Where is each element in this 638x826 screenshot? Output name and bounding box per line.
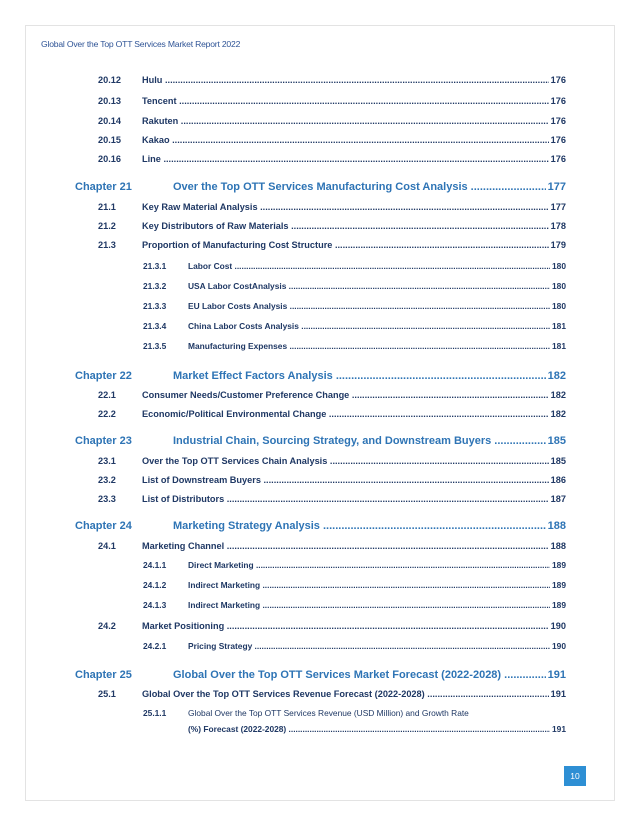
toc-entry-title-line2: (%) Forecast (2022-2028) ..... [188,724,550,734]
toc-chapter-title: Marketing Strategy Analysis ..... [173,520,546,532]
toc-entry-number: 24.1 [98,541,116,551]
toc-entry-title: Key Raw Material Analysis ..... [142,202,549,212]
toc-entry-title: EU Labor Costs Analysis ..... [188,301,550,311]
toc-entry-21-3-1[interactable] [143,261,566,271]
toc-entry-24-2-1[interactable] [143,641,566,651]
toc-entry-number: 20.15 [98,135,121,145]
toc-entry-title: Over the Top OTT Services Chain Analysis ..... [142,456,549,466]
toc-chapter-21[interactable] [75,181,566,193]
toc-entry-page: 191 [552,724,566,734]
toc-chapter-page: 182 [547,370,566,382]
toc-chapter-23[interactable] [75,435,566,447]
toc-chapter-page: 191 [547,669,566,681]
toc-entry-title: Economic/Political Environmental Change ..... [142,409,549,419]
toc-entry-title: Pricing Strategy ..... [188,641,550,651]
toc-entry-20-13[interactable] [98,96,566,106]
toc-entry-24-2[interactable] [98,621,566,631]
toc-entry-page: 185 [550,456,566,466]
toc-entry-24-1-2[interactable] [143,580,566,590]
toc-chapter-number: Chapter 24 [75,520,132,532]
toc-entry-page: 180 [552,261,566,271]
toc-chapter-page: 185 [547,435,566,447]
toc-entry-number: 21.1 [98,202,116,212]
toc-entry-title: Kakao ..... [142,135,549,145]
toc-entry-title: Labor Cost ..... [188,261,550,271]
toc-chapter-title: Over the Top OTT Services Manufacturing Cost Analysis ..... [173,181,546,193]
toc-entry-title: China Labor Costs Analysis ..... [188,321,550,331]
toc-entry-page: 177 [550,202,566,212]
toc-entry-23-3[interactable] [98,494,566,504]
toc-entry-number: 21.3.2 [143,281,167,291]
toc-entry-number: 23.1 [98,456,116,466]
toc-entry-title: List of Downstream Buyers ..... [142,475,549,485]
toc-entry-title: Marketing Channel ..... [142,541,549,551]
toc-chapter-title: Market Effect Factors Analysis ..... [173,370,546,382]
page-number-badge: 10 [564,766,586,786]
toc-entry-number: 20.14 [98,116,121,126]
toc-entry-21-1[interactable] [98,202,566,212]
toc-entry-page: 189 [552,580,566,590]
toc-entry-number: 21.3 [98,240,116,250]
toc-entry-number: 22.2 [98,409,116,419]
toc-entry-20-16[interactable] [98,154,566,164]
toc-entry-number: 20.16 [98,154,121,164]
toc-entry-25-1-1-cont[interactable] [143,724,566,734]
toc-entry-20-14[interactable] [98,116,566,126]
toc-entry-number: 25.1.1 [143,708,167,718]
toc-entry-20-15[interactable] [98,135,566,145]
toc-entry-number: 23.2 [98,475,116,485]
toc-entry-page: 181 [552,341,566,351]
toc-entry-page: 181 [552,321,566,331]
toc-entry-number: 21.3.5 [143,341,167,351]
toc-entry-page: 187 [550,494,566,504]
toc-entry-number: 21.3.4 [143,321,167,331]
toc-entry-number: 25.1 [98,689,116,699]
toc-entry-number: 23.3 [98,494,116,504]
toc-entry-21-3[interactable] [98,240,566,250]
toc-entry-number: 20.13 [98,96,121,106]
toc-entry-22-1[interactable] [98,390,566,400]
toc-entry-number: 21.3.1 [143,261,167,271]
toc-entry-title: Key Distributors of Raw Materials ..... [142,221,549,231]
toc-entry-number: 20.12 [98,75,121,85]
toc-entry-page: 191 [550,689,566,699]
toc-entry-23-2[interactable] [98,475,566,485]
toc-entry-title: USA Labor CostAnalysis ..... [188,281,550,291]
toc-entry-title: Consumer Needs/Customer Preference Change ..... [142,390,549,400]
toc-chapter-title: Industrial Chain, Sourcing Strategy, and Downstream Buyers ..... [173,435,546,447]
toc-entry-page: 176 [550,154,566,164]
toc-entry-page: 179 [550,240,566,250]
toc-entry-number: 24.1.3 [143,600,167,610]
toc-entry-title: Hulu ..... [142,75,549,85]
toc-chapter-page: 188 [547,520,566,532]
toc-entry-page: 176 [550,116,566,126]
toc-entry-page: 182 [550,409,566,419]
toc-entry-20-12[interactable] [98,75,566,85]
toc-chapter-24[interactable] [75,520,566,532]
toc-entry-page: 190 [550,621,566,631]
toc-entry-number: 24.2.1 [143,641,167,651]
toc-entry-page: 180 [552,281,566,291]
toc-entry-title: Indirect Marketing ..... [188,600,550,610]
toc-entry-title: Manufacturing Expenses ..... [188,341,550,351]
toc-entry-23-1[interactable] [98,456,566,466]
toc-entry-title: Market Positioning ..... [142,621,549,631]
toc-entry-page: 182 [550,390,566,400]
toc-entry-page: 176 [550,96,566,106]
toc-entry-title: Indirect Marketing ..... [188,580,550,590]
toc-entry-21-3-3[interactable] [143,301,566,311]
toc-entry-page: 189 [552,560,566,570]
toc-entry-number: 24.1.2 [143,580,167,590]
toc-entry-21-3-5[interactable] [143,341,566,351]
toc-chapter-number: Chapter 22 [75,370,132,382]
toc-entry-21-3-2[interactable] [143,281,566,291]
toc-entry-title: Line ..... [142,154,549,164]
toc-entry-number: 24.1.1 [143,560,167,570]
toc-entry-21-3-4[interactable] [143,321,566,331]
toc-chapter-title: Global Over the Top OTT Services Market Forecast (2022-2028) ..... [173,669,546,681]
toc-entry-title: Proportion of Manufacturing Cost Structure ..... [142,240,549,250]
toc-entry-page: 189 [552,600,566,610]
toc-entry-number: 24.2 [98,621,116,631]
toc-entry-page: 188 [550,541,566,551]
toc-entry-page: 178 [550,221,566,231]
toc-entry-page: 186 [550,475,566,485]
toc-entry-24-1-3[interactable] [143,600,566,610]
toc-chapter-22[interactable] [75,370,566,382]
toc-chapter-page: 177 [547,181,566,193]
toc-chapter-number: Chapter 23 [75,435,132,447]
toc-entry-number: 22.1 [98,390,116,400]
toc-entry-24-1[interactable] [98,541,566,551]
toc-entry-page: 180 [552,301,566,311]
toc-entry-title: Tencent ..... [142,96,549,106]
toc-entry-number: 21.2 [98,221,116,231]
toc-entry-number: 21.3.3 [143,301,167,311]
toc-entry-25-1-1[interactable] [143,708,566,718]
toc-entry-title-line1: Global Over the Top OTT Services Revenue (USD Million) and Growth Rate [188,708,469,718]
toc-chapter-25[interactable] [75,669,566,681]
toc-entry-title: Direct Marketing ..... [188,560,550,570]
toc-chapter-number: Chapter 21 [75,181,132,193]
toc-entry-24-1-1[interactable] [143,560,566,570]
toc-entry-title: Global Over the Top OTT Services Revenue Forecast (2022-2028) ..... [142,689,549,699]
toc-chapter-number: Chapter 25 [75,669,132,681]
toc-entry-22-2[interactable] [98,409,566,419]
toc-entry-21-2[interactable] [98,221,566,231]
toc-entry-25-1[interactable] [98,689,566,699]
running-header: Global Over the Top OTT Services Market Report 2022 [41,39,241,49]
toc-entry-page: 190 [552,641,566,651]
toc-entry-page: 176 [550,135,566,145]
toc-entry-title: Rakuten ..... [142,116,549,126]
toc-entry-page: 176 [550,75,566,85]
toc-entry-title: List of Distributors ..... [142,494,549,504]
